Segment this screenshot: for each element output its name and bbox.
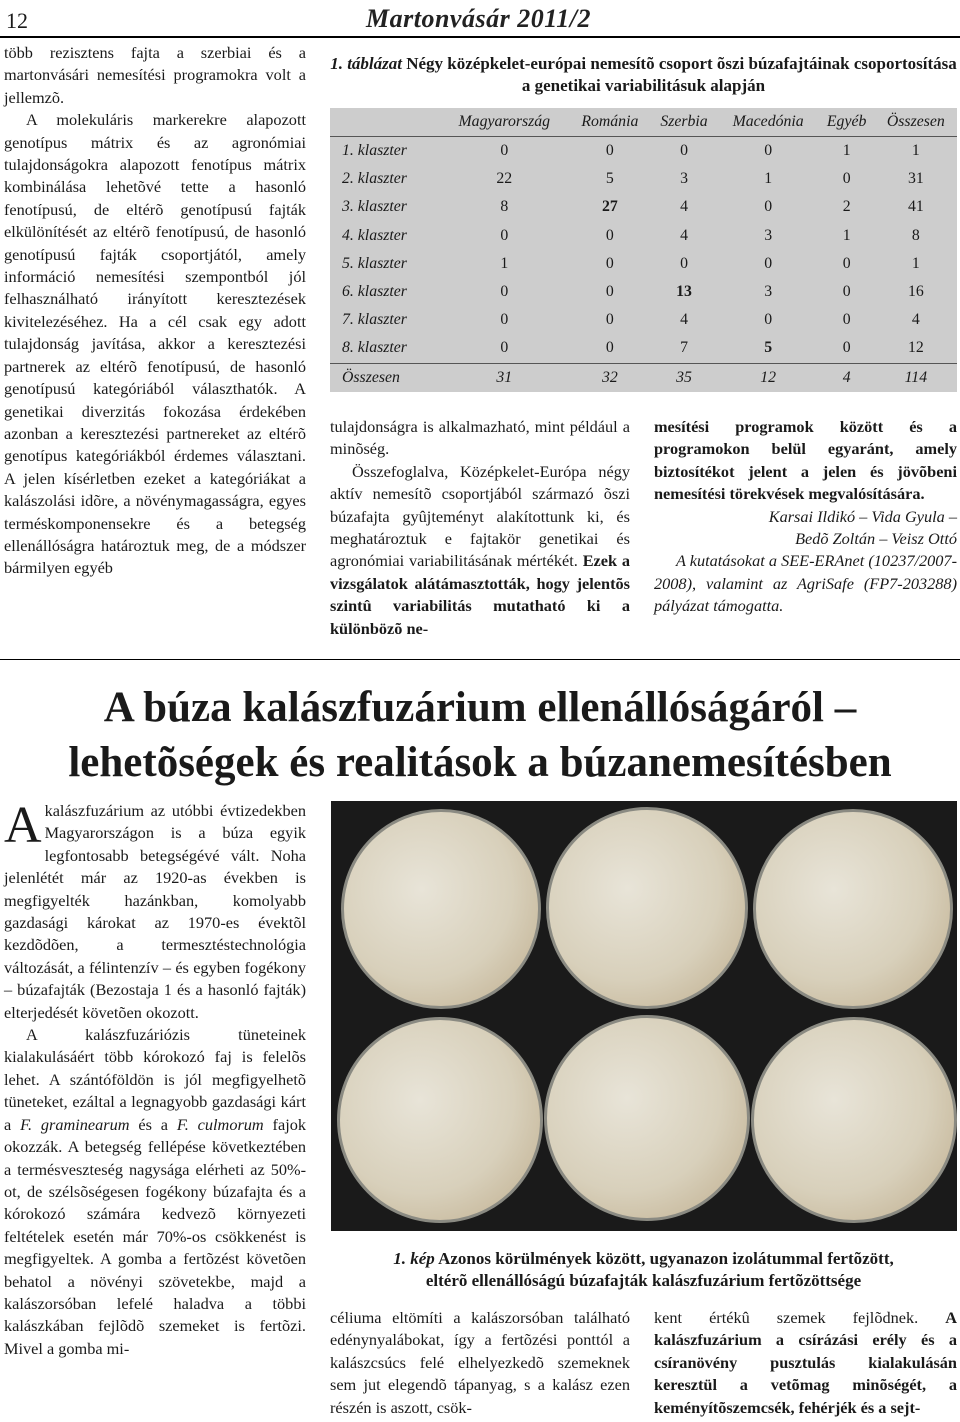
intro-text: kalászfuzárium az utóbbi évtizedekben Magyarországon is a búza egyik legfontosabb betegségévé vált. Noha jelenlétét már az 1920-as években is megfigyelték hazánkban, komolyabb gazdasági károkat az 1970-es évektõl kezdõdõen, a termesztéstechnológia változását, a félintenzív – és egyben fogékony – búzafajták (Bezostaja 1 és a hasonló fajták) elterjedését követõen okozott.	[4, 801, 306, 1022]
table-cell: 35	[676, 368, 692, 386]
table-cell: 0	[605, 254, 614, 272]
petri-dish	[751, 1017, 957, 1223]
table-cell: 114	[904, 368, 928, 386]
table-cell: 5	[764, 339, 773, 357]
table-cell: 13	[676, 283, 692, 301]
table-cell: 1	[911, 254, 920, 272]
photo-caption-line: eltérõ ellenállóságú búzafajták kalászfuzárium fertõzöttsége	[425, 1271, 862, 1290]
row-label: 1. klaszter	[342, 142, 407, 160]
table-cell: 0	[500, 226, 509, 244]
row-label: 6. klaszter	[342, 283, 407, 301]
text-span: és a	[129, 1114, 177, 1134]
table-cell: 4	[680, 226, 688, 244]
table-row	[330, 250, 957, 278]
conclusion-bold: mesítési programok között és a programokon belül egyaránt, amely biztosítékot jelent a jelen és jövõbeni nemesítési törekvések megvalósítására.	[654, 417, 957, 504]
table-cell: 1	[911, 142, 920, 160]
table-caption-label: 1. táblázat	[330, 54, 402, 73]
photo-caption-text: Azonos körülmények között, ugyanazon izolátummal fertõzött,	[438, 1249, 894, 1268]
right-column	[654, 416, 957, 618]
table-cell: 0	[500, 283, 509, 301]
paragraph: A molekuláris markerekre alapozott genotípus mátrix és az agronómiai tulajdonságokra alapozott fenotípus mátrix kombinálása lehetõvé tette a hasonló fenotípusú, de eltérõ genotípusú fajták elkülönítését az eltérõ fenotípusú, de hasonló genotípusú fajták csoportjától, amely információ nemesítési szempontból jól felhasználható irányított keresztezések kivitelezéséhez. Ha a cél csak egy adott tulajdonság javítása, akkor a keresztezési partnerek az eltérõ fenotípusú, de hasonló genotípusú kategóriából választhatók. A genetikai diverzitás fokozása érdekében azonban a keresztezési partnereket az eltérõ genotípus kategóriákból érdemes választani. A jelen kísérletben ezeket a kategóriákat a kalászolási idõre, a növénymagasságra, egyes terméskomponensekre és a betegség ellenállóságra határoztuk meg, de a módszer bármilyen egyéb	[4, 110, 306, 578]
column-header: Egyéb	[826, 113, 867, 130]
article2-mid-column	[330, 1307, 630, 1419]
petri-dish	[546, 807, 748, 1009]
row-label: 7. klaszter	[342, 311, 407, 329]
article2-right-column	[654, 1307, 957, 1419]
title-line: A búza kalászfuzárium ellenállóságáról –	[103, 684, 857, 731]
column-header: Szerbia	[660, 113, 708, 130]
table-cell: 27	[601, 198, 618, 216]
table-cell: 0	[842, 170, 851, 188]
table-cell: 0	[680, 254, 688, 272]
funding-note: A kutatásokat a SEE-ERAnet (10237/2007-2008), valamint az AgriSafe (FP7-203288) pályázat támogatta.	[654, 551, 957, 616]
column-header	[330, 108, 439, 137]
table-total-row	[330, 363, 957, 392]
table-cell: 0	[605, 283, 614, 301]
paragraph: céliuma eltömíti a kalászorsóban található edénynyalábokat, így a fertõzési ponttól a kalászcsúcs felé elhelyezkedõ szemeknek sem jut elegendõ tápanyag, s a kalász ezen részén is aszott, csök-	[330, 1308, 630, 1417]
dropcap: A	[4, 797, 42, 854]
column-header: Magyarország	[458, 113, 551, 130]
table-cell: 0	[764, 198, 773, 216]
table-cell: 0	[842, 311, 851, 329]
title-line: lehetõségek és realitások a búzanemesítésben	[68, 739, 892, 786]
petri-dish	[337, 1017, 543, 1223]
table-cell: 0	[842, 283, 851, 301]
paragraph	[4, 797, 306, 1024]
paragraph	[330, 461, 630, 640]
table-header-row	[330, 108, 957, 137]
table-cell: 0	[842, 339, 851, 357]
row-label: 3. klaszter	[342, 198, 407, 216]
text-span: A kalászfuzáriózis tüneteinek kialakulásáért több kórokozó faj is felelõs lehet. A szántóföldön is jól megfigyelhetõ tüneteket, ezáltal a legnagyobb gazdasági kárt a	[4, 1025, 306, 1134]
petri-dish	[544, 1015, 750, 1221]
article-title	[0, 680, 960, 790]
table-cell: 0	[605, 226, 614, 244]
table-cell: 22	[496, 170, 513, 188]
species-name: F. culmorum	[176, 1114, 264, 1134]
table-cell: 0	[680, 142, 688, 160]
paragraph: több rezisztens fajta a szerbiai és a martonvásári nemesítési programokra volt a jellemzõ.	[4, 43, 306, 107]
row-label: 4. klaszter	[342, 226, 407, 244]
section-separator	[0, 659, 960, 660]
table-cell: 3	[680, 170, 688, 188]
table-cell: 7	[680, 339, 688, 357]
article2-left-column	[4, 797, 307, 1360]
text-span: kent értékû szemek fejlõdnek.	[654, 1308, 946, 1327]
table-row	[330, 193, 957, 221]
table-cell: 0	[605, 142, 614, 160]
column-header: Macedónia	[732, 113, 804, 130]
table-cell: 0	[764, 311, 773, 329]
table-cell: 4	[680, 311, 688, 329]
table-cell: 1	[842, 226, 851, 244]
species-name: F. graminearum	[20, 1114, 130, 1134]
row-label: Összesen	[342, 368, 400, 386]
photo-caption-label: 1. kép	[393, 1249, 435, 1268]
table-row	[330, 278, 957, 306]
table-caption	[330, 53, 957, 97]
paragraph: tulajdonságra is alkalmazható, mint például a minõség.	[330, 417, 630, 459]
table-row	[330, 165, 957, 193]
table-cell: 1	[842, 142, 851, 160]
paragraph	[654, 1307, 957, 1419]
table-cell: 32	[601, 368, 618, 386]
column-header: Összesen	[886, 113, 945, 130]
table-cell: 0	[764, 142, 773, 160]
table-cell: 16	[907, 283, 924, 301]
text-span: fajok okozzák. A betegség fellépése következtében a termésveszteség nagysága elérheti az 50%-ot, de szélsõségesen fogékony búzafajta és a kórokozó számára kedvezõ környezeti feltételek esetén már 70%-os csökkenést is megfigyeltek. A gomba a fertõzést követõen behatol a növényi szövetekbe, majd a kalászorsóban lefelé haladva a többi kalászkában fejlõdõ szemeket is fertõzi. Mivel a gomba mi-	[4, 1114, 307, 1358]
table-cell: 4	[680, 198, 688, 216]
mid-column	[330, 416, 630, 640]
row-label: 2. klaszter	[342, 170, 407, 188]
table-cell: 1	[500, 254, 509, 272]
table-row	[330, 222, 957, 250]
row-label: 5. klaszter	[342, 254, 407, 272]
table-cell: 3	[764, 226, 773, 244]
table-row	[330, 137, 957, 166]
table-cell: 3	[764, 283, 773, 301]
table-cell: 0	[764, 254, 773, 272]
photo-caption-line	[330, 1248, 957, 1270]
table-cell: 0	[500, 339, 509, 357]
table-cell: 8	[911, 226, 920, 244]
summary-text: Összefoglalva, Középkelet-Európa négy aktív nemesítõ csoportjából származó õszi búzafajta gyûjteményt alakítottunk ki, és meghatároztuk e fajtakör genetikai és agronómiai variabilitásának mértékét.	[330, 461, 630, 571]
bold-text: A kalászfuzárium a csírázási erély és a csíranövény pusztulás kialakulásán keresztül a vetõmag minõségét, a keményítõszemcsék, fehérjék és a sejt-	[654, 1308, 957, 1417]
table-row	[330, 306, 957, 334]
table-cell: 1	[764, 170, 773, 188]
table-cell: 5	[605, 170, 614, 188]
summary-bold: Ezek a vizsgálatok alátámasztották, hogy jelentõs szintû variabilitás mutatható ki a különbözõ ne-	[330, 551, 631, 638]
table-row	[330, 334, 957, 363]
table-cell: 8	[500, 198, 509, 216]
table-cell: 41	[907, 198, 924, 216]
table-cell: 4	[911, 311, 920, 329]
table-cell: 31	[496, 368, 513, 386]
table-cell: 0	[842, 254, 851, 272]
petri-dish	[341, 809, 541, 1009]
table-cell: 12	[907, 339, 924, 357]
left-column	[4, 42, 306, 580]
row-label: 8. klaszter	[342, 339, 407, 357]
table-cell: 4	[842, 368, 851, 386]
table-caption-text: Négy középkelet-európai nemesítõ csoport õszi búzafajtáinak csoportosítása a genetikai variabilitásuk alapján	[406, 54, 957, 95]
header-rule	[0, 36, 960, 38]
authors-line: Bedõ Zoltán – Veisz Ottó	[795, 529, 957, 549]
page-number: 12	[6, 8, 28, 33]
paragraph	[4, 1024, 306, 1360]
table-cell: 0	[500, 142, 509, 160]
column-header: Románia	[581, 113, 639, 130]
authors-line: Karsai Ildikó – Vida Gyula –	[768, 506, 957, 526]
table-cell: 2	[842, 198, 851, 216]
petri-dish	[753, 809, 953, 1009]
table-cell: 12	[760, 368, 777, 386]
table-cell: 0	[500, 311, 509, 329]
table-cell: 0	[605, 339, 614, 357]
petri-dish-photo	[331, 801, 957, 1231]
photo-caption	[330, 1248, 957, 1292]
table-cell: 31	[907, 170, 924, 188]
cluster-table	[330, 108, 957, 392]
table-cell: 0	[605, 311, 614, 329]
magazine-title: Martonvásár 2011/2	[366, 4, 591, 33]
